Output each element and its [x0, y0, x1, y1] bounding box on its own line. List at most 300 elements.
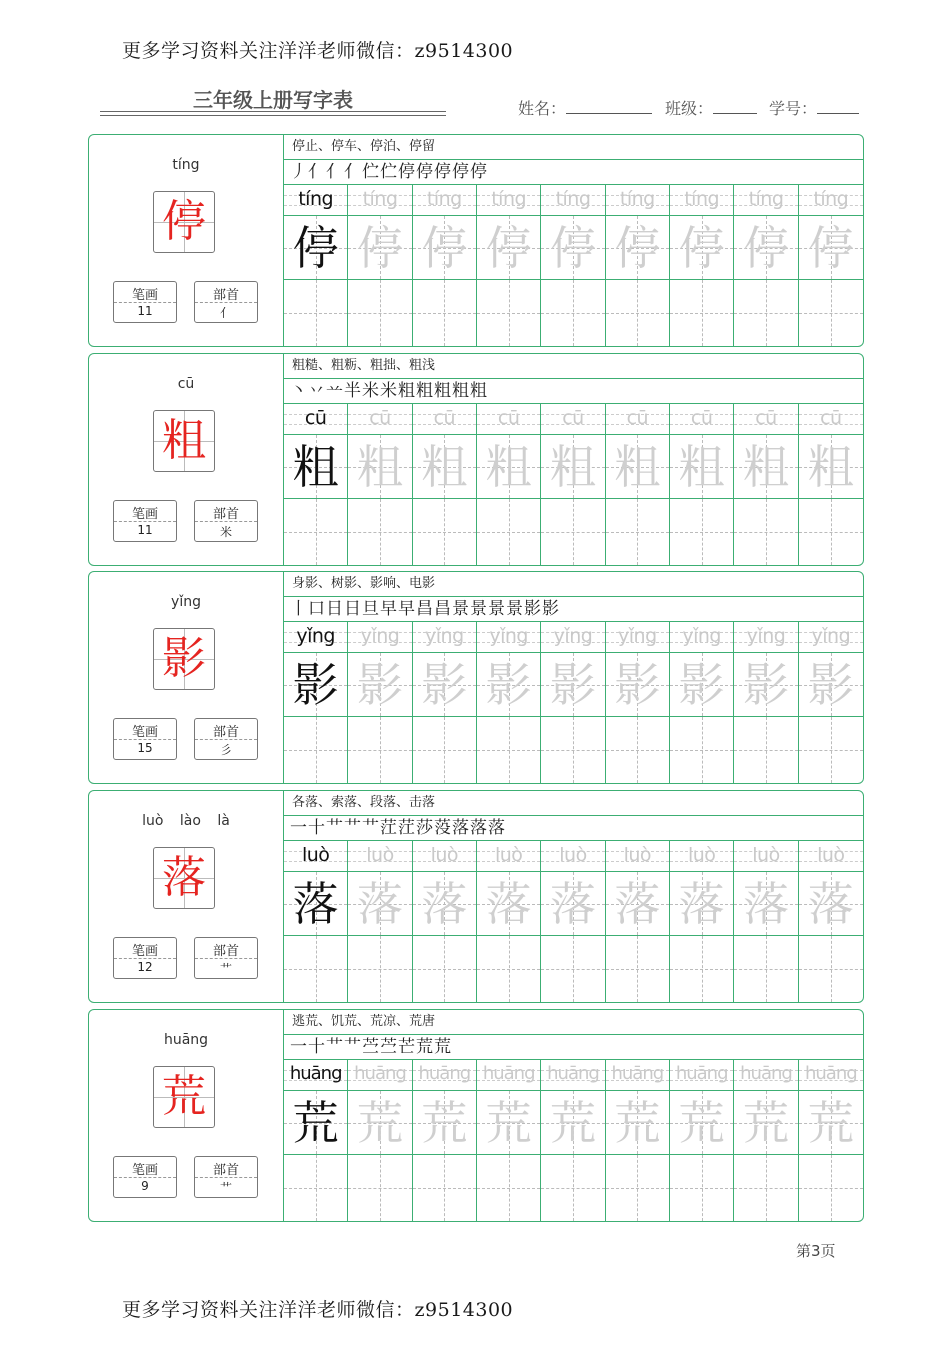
pinyin-cell[interactable]	[606, 404, 669, 435]
practice-grid	[284, 404, 863, 565]
main-char: 影	[162, 633, 206, 684]
pinyin-cell[interactable]	[541, 1060, 604, 1091]
stroke-step: 亻	[308, 162, 325, 182]
pinyin-cell[interactable]	[413, 841, 476, 872]
char-cell[interactable]	[348, 216, 411, 280]
name-blank[interactable]	[566, 99, 652, 114]
char-trace: 粗	[678, 439, 725, 494]
pinyin-cell[interactable]	[799, 841, 863, 872]
pinyin-cell[interactable]	[284, 404, 347, 435]
pinyin-cell[interactable]	[734, 1060, 797, 1091]
char-cell[interactable]	[348, 653, 411, 717]
stroke-step: 影	[542, 599, 559, 619]
pinyin-cell[interactable]	[670, 185, 733, 216]
pinyin-cell[interactable]	[348, 622, 411, 653]
char-cell[interactable]	[606, 1091, 669, 1155]
char-cell[interactable]	[477, 435, 540, 499]
char-cell[interactable]	[734, 653, 797, 717]
char-cell[interactable]	[541, 872, 604, 936]
char-trace: 影	[614, 657, 661, 712]
char-cell[interactable]	[734, 435, 797, 499]
number-field[interactable]	[769, 96, 859, 119]
char-cell[interactable]	[670, 435, 733, 499]
char-model: 影	[292, 657, 339, 712]
blank-practice-cell[interactable]	[477, 936, 540, 1002]
char-cell[interactable]	[284, 216, 347, 280]
char-trace: 粗	[421, 439, 468, 494]
pinyin-cell[interactable]	[541, 622, 604, 653]
blank-practice-cell[interactable]	[348, 1155, 411, 1221]
pinyin-model: luò	[301, 844, 330, 866]
char-model: 落	[292, 876, 339, 931]
char-cell[interactable]	[413, 1091, 476, 1155]
blank-practice-cell[interactable]	[348, 280, 411, 346]
practice-column	[284, 1060, 348, 1221]
stroke-step: 昌	[416, 599, 433, 619]
char-cell[interactable]	[541, 435, 604, 499]
pinyin-cell[interactable]	[284, 185, 347, 216]
stroke-count-value: 15	[137, 741, 153, 755]
blank-practice-cell[interactable]	[799, 1155, 863, 1221]
pinyin-cell[interactable]	[348, 841, 411, 872]
char-cell[interactable]	[734, 1091, 797, 1155]
pinyin-cell[interactable]	[284, 1060, 347, 1091]
blank-practice-cell[interactable]	[541, 1155, 604, 1221]
char-model: 粗	[292, 439, 339, 494]
pinyin-trace: luò	[687, 844, 716, 866]
char-model: 荒	[292, 1095, 339, 1150]
stroke-step: 粗	[398, 381, 415, 401]
char-trace: 停	[807, 220, 854, 275]
practice-column	[799, 404, 863, 565]
pinyin-cell[interactable]	[670, 1060, 733, 1091]
stroke-count-value: 12	[137, 960, 153, 974]
practice-column	[734, 622, 798, 783]
pinyin-trace: yǐng	[425, 625, 464, 647]
stroke-step: 艹	[344, 818, 361, 838]
blank-practice-cell[interactable]	[734, 280, 797, 346]
pinyin-cell[interactable]	[670, 841, 733, 872]
pinyin-cell[interactable]	[413, 1060, 476, 1091]
pinyin-trace: cū	[690, 407, 713, 429]
blank-practice-cell[interactable]	[541, 717, 604, 783]
pinyin-cell[interactable]	[477, 185, 540, 216]
pinyin-trace: cū	[497, 407, 520, 429]
practice-column	[413, 1060, 477, 1221]
practice-grid	[284, 622, 863, 783]
pinyin-trace: yǐng	[811, 625, 851, 647]
char-pinyin: tíng	[172, 157, 200, 173]
practice-column	[734, 841, 798, 1002]
stroke-step: 旦	[362, 599, 379, 619]
pinyin-trace: luò	[752, 844, 780, 866]
char-cell[interactable]	[541, 216, 604, 280]
stroke-step: 米	[380, 381, 397, 401]
blank-practice-cell[interactable]	[734, 936, 797, 1002]
stroke-count-label: 笔画	[114, 940, 176, 959]
radical-value: 亻	[219, 306, 232, 320]
pinyin-cell[interactable]	[284, 841, 347, 872]
stroke-step: 苎	[362, 1037, 379, 1057]
practice-column	[477, 622, 541, 783]
pinyin-trace: luò	[817, 844, 845, 866]
blank-practice-cell[interactable]	[734, 1155, 797, 1221]
char-cell[interactable]	[348, 1091, 411, 1155]
stroke-step: 昌	[434, 599, 451, 619]
char-cell[interactable]	[606, 872, 669, 936]
stroke-step: 芒	[398, 1037, 415, 1057]
pinyin-cell[interactable]	[799, 185, 863, 216]
blank-practice-cell[interactable]	[348, 936, 411, 1002]
char-cell[interactable]	[477, 1091, 540, 1155]
practice-column	[541, 1060, 605, 1221]
pinyin-trace: luò	[559, 844, 587, 866]
practice-column	[284, 404, 348, 565]
char-cell[interactable]	[541, 653, 604, 717]
practice-column	[799, 1060, 863, 1221]
pinyin-cell[interactable]	[477, 404, 540, 435]
blank-practice-cell[interactable]	[541, 499, 604, 565]
pinyin-cell[interactable]	[413, 185, 476, 216]
pinyin-cell[interactable]	[606, 622, 669, 653]
stroke-step: 十	[308, 818, 325, 838]
class-field[interactable]	[665, 96, 757, 119]
stroke-step: 丷	[308, 381, 325, 401]
pinyin-cell[interactable]	[413, 404, 476, 435]
blank-practice-cell[interactable]	[413, 936, 476, 1002]
blank-practice-cell[interactable]	[284, 280, 347, 346]
stroke-step: 艹	[344, 1037, 361, 1057]
blank-practice-cell[interactable]	[477, 280, 540, 346]
blank-practice-cell[interactable]	[670, 499, 733, 565]
number-label: 学号：	[769, 99, 818, 118]
char-trace: 停	[549, 220, 596, 275]
pinyin-cell[interactable]	[477, 841, 540, 872]
char-cell[interactable]	[734, 872, 797, 936]
char-cell[interactable]	[670, 1091, 733, 1155]
stroke-step: 停	[434, 162, 451, 182]
stroke-step: 伫	[362, 162, 379, 182]
class-blank[interactable]	[713, 99, 757, 114]
char-cell[interactable]	[477, 653, 540, 717]
char-cell[interactable]	[606, 216, 669, 280]
radical-value: 米	[219, 525, 232, 539]
pinyin-trace: luò	[494, 844, 523, 866]
blank-practice-cell[interactable]	[413, 1155, 476, 1221]
pinyin-cell[interactable]	[734, 622, 797, 653]
stroke-step: 影	[524, 599, 541, 619]
char-cell[interactable]	[477, 872, 540, 936]
stroke-step: 粗	[452, 381, 469, 401]
radical-label: 部首	[195, 1159, 257, 1178]
blank-practice-cell[interactable]	[541, 936, 604, 1002]
character-card	[88, 790, 864, 1003]
stroke-step: 莈	[434, 818, 451, 838]
blank-practice-cell[interactable]	[477, 499, 540, 565]
char-cell[interactable]	[670, 216, 733, 280]
pinyin-cell[interactable]	[541, 841, 604, 872]
char-cell[interactable]	[799, 1091, 863, 1155]
char-cell[interactable]	[799, 872, 863, 936]
blank-practice-cell[interactable]	[284, 936, 347, 1002]
char-trace: 荒	[485, 1095, 532, 1150]
char-cell[interactable]	[670, 653, 733, 717]
char-trace: 落	[549, 876, 596, 931]
stroke-count-label: 笔画	[114, 284, 176, 303]
pinyin-model: tíng	[298, 188, 334, 210]
practice-column	[348, 1060, 412, 1221]
practice-column	[670, 841, 734, 1002]
blank-practice-cell[interactable]	[413, 717, 476, 783]
char-model: 停	[292, 220, 339, 275]
pinyin-trace: luò	[623, 844, 652, 866]
blank-practice-cell[interactable]	[606, 280, 669, 346]
practice-panel	[284, 135, 863, 346]
blank-practice-cell[interactable]	[670, 936, 733, 1002]
char-trace: 影	[549, 657, 596, 712]
character-card	[88, 353, 864, 566]
worksheet-title: 三年级上册写字表	[193, 88, 353, 112]
practice-column	[606, 622, 670, 783]
char-trace: 落	[421, 876, 468, 931]
pinyin-cell[interactable]	[477, 622, 540, 653]
blank-practice-cell[interactable]	[670, 717, 733, 783]
stroke-step: 停	[416, 162, 433, 182]
character-card	[88, 1009, 864, 1222]
stroke-step: 景	[470, 599, 487, 619]
blank-practice-cell[interactable]	[799, 717, 863, 783]
name-field[interactable]	[518, 96, 652, 119]
stroke-order	[284, 597, 863, 622]
blank-practice-cell[interactable]	[734, 499, 797, 565]
char-trace: 荒	[549, 1095, 596, 1150]
class-label: 班级：	[665, 99, 714, 118]
char-cell[interactable]	[541, 1091, 604, 1155]
practice-column	[606, 185, 670, 346]
blank-practice-cell[interactable]	[348, 717, 411, 783]
pinyin-cell[interactable]	[734, 404, 797, 435]
pinyin-cell[interactable]	[799, 1060, 863, 1091]
pinyin-trace: huāng	[418, 1063, 471, 1084]
pinyin-trace: yǐng	[489, 625, 528, 647]
pinyin-cell[interactable]	[477, 1060, 540, 1091]
char-info-panel	[89, 1010, 284, 1221]
pinyin-cell[interactable]	[799, 404, 863, 435]
char-trace: 粗	[485, 439, 532, 494]
pinyin-trace: yǐng	[746, 625, 786, 647]
pinyin-cell[interactable]	[734, 841, 797, 872]
stroke-step: 粗	[434, 381, 451, 401]
blank-practice-cell[interactable]	[799, 280, 863, 346]
blank-practice-cell[interactable]	[284, 1155, 347, 1221]
pinyin-cell[interactable]	[541, 185, 604, 216]
stroke-count-label: 笔画	[114, 1159, 176, 1178]
char-cell[interactable]	[284, 653, 347, 717]
blank-practice-cell[interactable]	[541, 280, 604, 346]
pinyin-trace: tíng	[619, 188, 655, 210]
char-trace: 荒	[742, 1095, 789, 1150]
number-blank[interactable]	[817, 99, 859, 114]
practice-column	[284, 185, 348, 346]
blank-practice-cell[interactable]	[670, 1155, 733, 1221]
blank-practice-cell[interactable]	[799, 936, 863, 1002]
pinyin-cell[interactable]	[670, 622, 733, 653]
stroke-step: 丨	[290, 599, 307, 619]
blank-practice-cell[interactable]	[606, 717, 669, 783]
stroke-step: 停	[452, 162, 469, 182]
main-char: 落	[162, 852, 206, 903]
char-trace: 荒	[614, 1095, 661, 1150]
stroke-step: 一	[290, 818, 307, 838]
radical-box	[194, 1156, 258, 1198]
title-underline-thin	[100, 115, 446, 116]
char-trace: 粗	[356, 439, 403, 494]
char-trace: 粗	[549, 439, 596, 494]
blank-practice-cell[interactable]	[477, 1155, 540, 1221]
stroke-count-box	[113, 500, 177, 542]
pinyin-cell[interactable]	[606, 1060, 669, 1091]
practice-column	[541, 404, 605, 565]
stroke-step: 伫	[380, 162, 397, 182]
char-box	[153, 191, 215, 253]
char-cell[interactable]	[670, 872, 733, 936]
stroke-count-box	[113, 718, 177, 760]
radical-label: 部首	[195, 503, 257, 522]
char-cell[interactable]	[284, 872, 347, 936]
practice-column	[477, 841, 541, 1002]
char-cell[interactable]	[799, 435, 863, 499]
practice-column	[348, 404, 412, 565]
main-char: 荒	[162, 1071, 206, 1122]
pinyin-cell[interactable]	[284, 622, 347, 653]
blank-practice-cell[interactable]	[284, 717, 347, 783]
char-cell[interactable]	[284, 435, 347, 499]
watermark-bottom: 更多学习资料关注洋洋老师微信：z9514300	[122, 1299, 514, 1321]
char-cell[interactable]	[799, 653, 863, 717]
blank-practice-cell[interactable]	[606, 1155, 669, 1221]
blank-practice-cell[interactable]	[606, 936, 669, 1002]
stroke-step: 早	[380, 599, 397, 619]
char-info-panel	[89, 791, 284, 1002]
pinyin-model: yǐng	[296, 625, 335, 647]
main-char: 停	[162, 196, 206, 247]
radical-label: 部首	[195, 940, 257, 959]
blank-practice-cell[interactable]	[348, 499, 411, 565]
pinyin-cell[interactable]	[606, 185, 669, 216]
pinyin-trace: tíng	[684, 188, 720, 210]
blank-practice-cell[interactable]	[477, 717, 540, 783]
stroke-step: 落	[452, 818, 469, 838]
char-cell[interactable]	[799, 216, 863, 280]
char-trace: 荒	[678, 1095, 725, 1150]
pinyin-trace: yǐng	[618, 625, 657, 647]
stroke-step: 十	[308, 1037, 325, 1057]
char-trace: 粗	[807, 439, 854, 494]
char-cell[interactable]	[348, 435, 411, 499]
stroke-step: 荒	[416, 1037, 433, 1057]
pinyin-cell[interactable]	[541, 404, 604, 435]
blank-practice-cell[interactable]	[670, 280, 733, 346]
practice-column	[606, 841, 670, 1002]
char-cell[interactable]	[413, 435, 476, 499]
char-cell[interactable]	[284, 1091, 347, 1155]
stroke-count-label: 笔画	[114, 503, 176, 522]
blank-practice-cell[interactable]	[606, 499, 669, 565]
pinyin-trace: cū	[369, 407, 391, 429]
char-cell[interactable]	[413, 872, 476, 936]
stroke-count-box	[113, 281, 177, 323]
pinyin-cell[interactable]	[799, 622, 863, 653]
char-pinyin: huāng	[163, 1032, 209, 1048]
radical-value: 艹	[219, 1181, 232, 1195]
blank-practice-cell[interactable]	[734, 717, 797, 783]
pinyin-trace: cū	[626, 407, 649, 429]
char-cell[interactable]	[413, 653, 476, 717]
char-cell[interactable]	[413, 216, 476, 280]
blank-practice-cell[interactable]	[284, 499, 347, 565]
pinyin-trace: cū	[562, 407, 584, 429]
char-trace: 停	[485, 220, 532, 275]
practice-column	[413, 841, 477, 1002]
radical-box	[194, 718, 258, 760]
char-trace: 落	[614, 876, 661, 931]
pinyin-cell[interactable]	[348, 1060, 411, 1091]
char-cell[interactable]	[348, 872, 411, 936]
practice-grid	[284, 1060, 863, 1221]
stroke-step: 茳	[398, 818, 415, 838]
char-pinyin: luò lào là	[142, 813, 230, 829]
char-trace: 落	[485, 876, 532, 931]
blank-practice-cell[interactable]	[413, 499, 476, 565]
pinyin-cell[interactable]	[606, 841, 669, 872]
stroke-order	[284, 160, 863, 185]
stroke-step: 日	[344, 599, 361, 619]
practice-column	[734, 1060, 798, 1221]
pinyin-trace: tíng	[813, 188, 849, 210]
radical-box	[194, 281, 258, 323]
char-cell[interactable]	[477, 216, 540, 280]
pinyin-cell[interactable]	[734, 185, 797, 216]
practice-column	[284, 622, 348, 783]
blank-practice-cell[interactable]	[799, 499, 863, 565]
pinyin-cell[interactable]	[670, 404, 733, 435]
pinyin-trace: tíng	[362, 188, 398, 210]
char-trace: 影	[485, 657, 532, 712]
practice-panel	[284, 572, 863, 783]
stroke-step: 停	[470, 162, 487, 182]
stroke-step: 艹	[362, 818, 379, 838]
blank-practice-cell[interactable]	[413, 280, 476, 346]
char-box	[153, 628, 215, 690]
pinyin-cell[interactable]	[348, 185, 411, 216]
pinyin-cell[interactable]	[348, 404, 411, 435]
char-trace: 停	[356, 220, 403, 275]
char-cell[interactable]	[734, 216, 797, 280]
pinyin-trace: huāng	[611, 1063, 664, 1084]
pinyin-trace: cū	[433, 407, 456, 429]
char-cell[interactable]	[606, 435, 669, 499]
char-cell[interactable]	[606, 653, 669, 717]
pinyin-cell[interactable]	[413, 622, 476, 653]
stroke-step: 粗	[416, 381, 433, 401]
practice-column	[606, 404, 670, 565]
stroke-step: 景	[452, 599, 469, 619]
stroke-step: 米	[362, 381, 379, 401]
stroke-count-value: 11	[137, 523, 153, 537]
practice-column	[477, 1060, 541, 1221]
radical-box	[194, 937, 258, 979]
pinyin-trace: tíng	[748, 188, 784, 210]
